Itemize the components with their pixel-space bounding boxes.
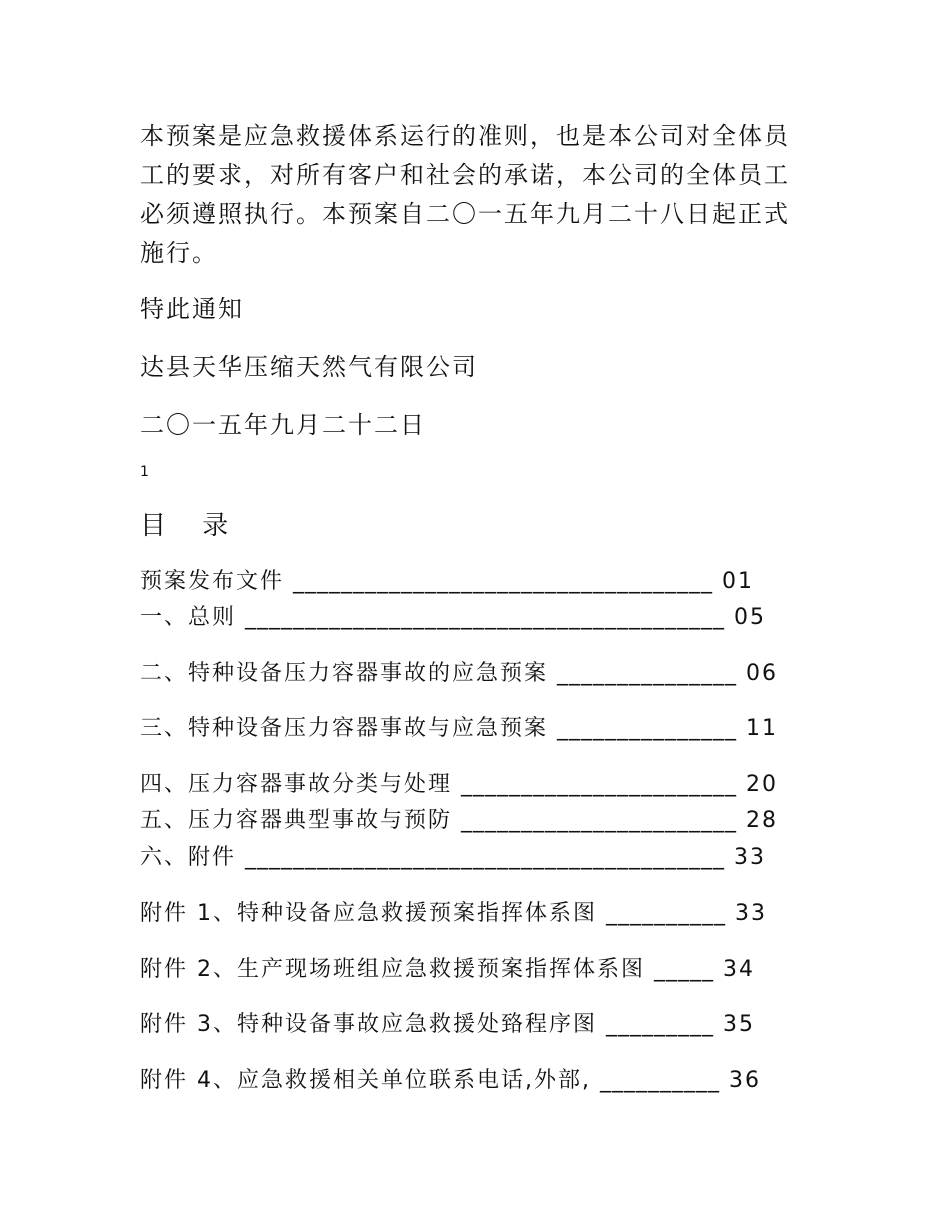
toc-entry-page: 34 [723, 957, 755, 982]
toc-leader: _______________ [557, 661, 738, 686]
paragraph-line: 必须遵照执行。本预案自二〇一五年九月二十八日起正式 [140, 200, 790, 228]
page-number: 1 [140, 464, 149, 480]
toc-entry-label: 六、附件 [140, 845, 237, 870]
toc-entry-label: 预案发布文件 [140, 569, 285, 594]
paragraph-line: 本预案是应急救援体系运行的准则，也是本公司对全体员 [140, 122, 790, 150]
toc-entry[interactable] [140, 843, 766, 873]
toc-entry-page: 33 [734, 845, 767, 870]
toc-entry-page: 11 [746, 716, 779, 741]
issue-date: 二〇一五年九月二十二日 [140, 411, 426, 439]
toc-entry[interactable] [140, 1066, 761, 1096]
toc-entry-label: 附件 1、特种设备应急救援预案指挥体系图 [140, 901, 597, 926]
toc-leader: __________ [599, 1068, 720, 1093]
toc-entry-page: 36 [728, 1068, 761, 1093]
toc-entry-page: 28 [746, 808, 779, 833]
toc-entry-label: 五、压力容器典型事故与预防 [140, 808, 453, 833]
toc-entry-page: 05 [734, 605, 767, 630]
company-name: 达县天华压缩天然气有限公司 [140, 353, 478, 381]
toc-entry[interactable] [140, 955, 755, 985]
toc-entry-label: 附件 2、生产现场班组应急救援预案指挥体系图 [140, 957, 645, 982]
toc-entry-label: 附件 4、应急救援相关单位联系电话,外部, [140, 1068, 591, 1093]
toc-entry-page: 01 [722, 569, 755, 594]
toc-entry-label: 三、特种设备压力容器事故与应急预案 [140, 716, 549, 741]
toc-entry-label: 附件 3、特种设备事故应急救援处臵程序图 [140, 1012, 597, 1037]
toc-entry[interactable] [140, 714, 778, 744]
toc-entry[interactable] [140, 659, 778, 689]
intro-paragraph [140, 117, 820, 273]
toc-entry[interactable] [140, 1010, 755, 1040]
toc-entry-label: 一、总则 [140, 605, 237, 630]
toc-leader: _________ [606, 1012, 714, 1037]
toc-entry-label: 四、压力容器事故分类与处理 [140, 772, 453, 797]
toc-leader: _______________________ [461, 772, 738, 797]
toc-entry-page: 35 [723, 1012, 755, 1037]
paragraph-line: 施行。 [140, 239, 218, 267]
toc-leader: _______________________ [461, 808, 738, 833]
toc-entry-page: 06 [746, 661, 779, 686]
toc-entry-label: 二、特种设备压力容器事故的应急预案 [140, 661, 549, 686]
toc-leader: ___________________________________ [293, 569, 714, 594]
toc-entry[interactable] [140, 806, 778, 836]
toc-entry[interactable] [140, 899, 767, 929]
toc-entry[interactable] [140, 567, 754, 597]
toc-entry-page: 20 [746, 772, 779, 797]
toc-leader: ________________________________________ [245, 845, 726, 870]
toc-leader: _______________ [557, 716, 738, 741]
notice-text: 特此通知 [140, 295, 244, 323]
paragraph-line: 工的要求，对所有客户和社会的承诺，本公司的全体员工 [140, 161, 790, 189]
toc-entry[interactable] [140, 770, 778, 800]
toc-title: 目 录 [140, 511, 243, 541]
toc-leader: _____ [654, 957, 714, 982]
toc-leader: ________________________________________ [245, 605, 726, 630]
toc-leader: __________ [606, 901, 726, 926]
toc-entry[interactable] [140, 603, 766, 633]
toc-entry-page: 33 [735, 901, 767, 926]
